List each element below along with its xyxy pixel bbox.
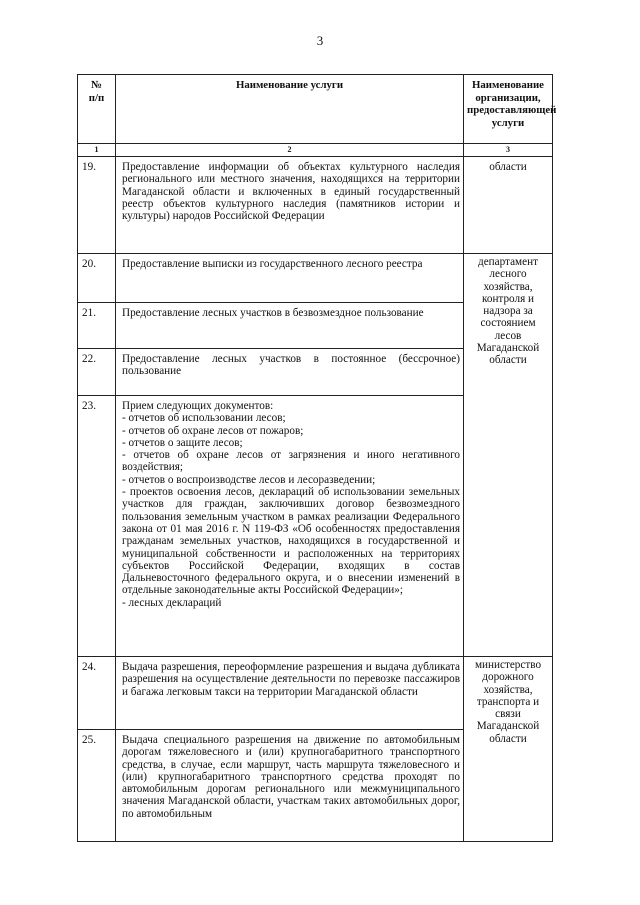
document-list-line: - лесных деклараций <box>122 596 222 609</box>
service-name <box>116 396 464 657</box>
organization-name: области <box>464 157 553 254</box>
organization-name: департамент лесного хозяйства, контроля и надзора за состоянием лесов Магаданской области <box>464 254 553 657</box>
service-name: Выдача специального разрешения на движение по автомобильным дорогам тяжеловесного и (или) крупногабаритного транспортного средства, в случае, если маршрут, часть маршрута тяжеловесного и (или) крупногабаритного транспортного средства проходят по автомобильным дорогам регионального или межмуниципального значения Магаданской области, участкам таких автомобильных дорог, по автомобильным <box>116 730 464 842</box>
service-name: Выдача разрешения, переоформление разрешения и выдача дубликата разрешения на осуществление деятельности по перевозке пассажиров и багажа легковым такси на территории Магаданской области <box>116 657 464 730</box>
document-list-line: - отчетов о воспроизводстве лесов и лесоразведении; <box>122 473 376 486</box>
document-list-line: Прием следующих документов: <box>122 400 274 412</box>
service-name: Предоставление лесных участков в безвозмездное пользование <box>116 303 464 349</box>
table-row <box>78 657 553 730</box>
header-number: № п/п <box>78 75 116 144</box>
row-number: 23. <box>78 396 116 657</box>
row-number: 20. <box>78 254 116 303</box>
table-row <box>78 254 553 303</box>
table-header-row <box>78 75 553 144</box>
document-list-line: - проектов освоения лесов, деклараций об использовании земельных участков для граждан, заключивших договор безвозмездного пользования земельным участком в рамках реализации Федерального закона от 01 мая 2016 г. N 119-ФЗ «Об особенностях предоставления гражданам земельных участков, находящихся в государственной и муниципальной собственности и расположенных на территориях субъектов Российской Федерации, входящих в состав Дальневосточного федерального округа, и о внесении изменений в отдельные законодательные акты Российской Федерации»; <box>122 486 460 597</box>
page-number: 3 <box>316 33 324 48</box>
service-name: Предоставление лесных участков в постоянное (бессрочное) пользование <box>116 349 464 396</box>
service-name: Предоставление информации об объектах культурного наследия регионального или местного значения, находящихся на территории Магаданской области и включенных в единый государственный реестр объектов культурного наследия (памятников истории и культуры) народов Российской Федерации <box>116 157 464 254</box>
column-number: 1 <box>78 144 116 157</box>
row-number: 22. <box>78 349 116 396</box>
services-table <box>77 74 557 842</box>
row-number: 25. <box>78 730 116 842</box>
column-number-row <box>78 144 553 157</box>
row-number: 19. <box>78 157 116 254</box>
header-organization: Наименование организации, предоставляющей услуги <box>464 75 553 144</box>
organization-name: министерство дорожного хозяйства, транспорта и связи Магаданской области <box>464 657 553 842</box>
document-list-line: - отчетов об охране лесов от пожаров; <box>122 424 304 437</box>
document-list-line: - отчетов об использовании лесов; <box>122 412 286 425</box>
header-service-name: Наименование услуги <box>116 75 464 144</box>
row-number: 21. <box>78 303 116 349</box>
row-number: 24. <box>78 657 116 730</box>
document-list-line: - отчетов о защите лесов; <box>122 436 243 449</box>
document-list-line: - отчетов об охране лесов от загрязнения и иного негативного воздействия; <box>122 449 460 474</box>
column-number: 3 <box>464 144 553 157</box>
service-name: Предоставление выписки из государственного лесного реестра <box>116 254 464 303</box>
table-row <box>78 157 553 254</box>
column-number: 2 <box>116 144 464 157</box>
